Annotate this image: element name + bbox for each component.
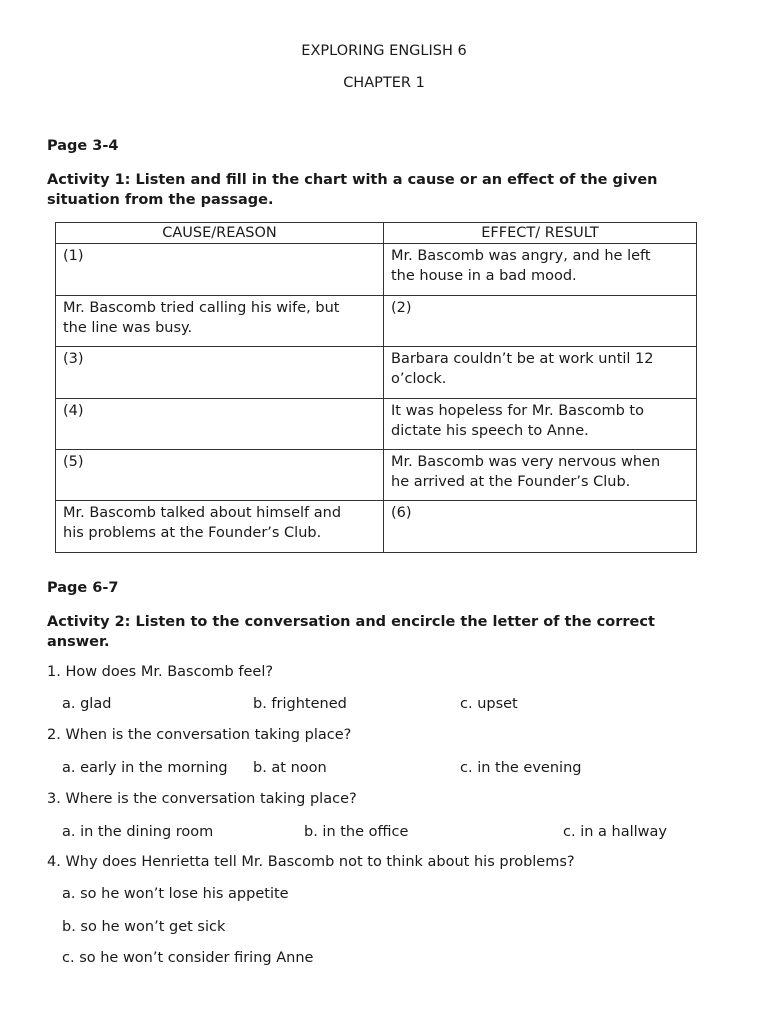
effect-cell <box>384 347 697 399</box>
cause-cell <box>56 399 384 450</box>
table-row <box>56 501 697 553</box>
cell-line: dictate his speech to Anne. <box>391 423 589 439</box>
cause-effect-chart <box>55 222 697 553</box>
table-row <box>56 296 697 347</box>
table-row <box>56 399 697 450</box>
cell-line: (6) <box>391 505 412 521</box>
question-2-option-b[interactable]: b. at noon <box>253 760 327 776</box>
question-2: 2. When is the conversation taking place? <box>47 727 352 743</box>
activity-2-line-1: Activity 2: Listen to the conversation and encircle the letter of the correct <box>47 614 655 630</box>
question-1: 1. How does Mr. Bascomb feel? <box>47 664 274 680</box>
activity-1-line-1: Activity 1: Listen and fill in the chart with a cause or an effect of the given <box>47 172 658 188</box>
cell-line: It was hopeless for Mr. Bascomb to <box>391 403 644 419</box>
cell-line: Mr. Bascomb was angry, and he left <box>391 248 651 264</box>
table-row <box>56 244 697 296</box>
cell-line: (1) <box>63 248 84 264</box>
question-1-option-a[interactable]: a. glad <box>62 696 112 712</box>
cell-line: the line was busy. <box>63 320 193 336</box>
cause-header: CAUSE/REASON <box>56 223 384 244</box>
cell-line: (2) <box>391 300 412 316</box>
question-4: 4. Why does Henrietta tell Mr. Bascomb not to think about his problems? <box>47 854 575 870</box>
chapter-title: CHAPTER 1 <box>343 75 425 91</box>
cell-line: o’clock. <box>391 371 447 387</box>
question-4-option-c[interactable]: c. so he won’t consider firing Anne <box>62 950 314 966</box>
cell-line: Mr. Bascomb tried calling his wife, but <box>63 300 340 316</box>
question-3-option-c[interactable]: c. in a hallway <box>563 824 667 840</box>
effect-header: EFFECT/ RESULT <box>384 223 697 244</box>
effect-cell <box>384 296 697 347</box>
cell-line: Mr. Bascomb talked about himself and <box>63 505 342 521</box>
cell-line: (4) <box>63 403 84 419</box>
cause-cell <box>56 501 384 553</box>
activity-1-line-2: situation from the passage. <box>47 192 274 208</box>
cell-line: the house in a bad mood. <box>391 268 577 284</box>
question-1-option-c[interactable]: c. upset <box>460 696 518 712</box>
cause-cell <box>56 450 384 501</box>
cell-line: (3) <box>63 351 84 367</box>
activity-1-instructions <box>47 170 699 210</box>
effect-cell <box>384 244 697 296</box>
question-2-option-a[interactable]: a. early in the morning <box>62 760 228 776</box>
cause-cell <box>56 347 384 399</box>
effect-cell <box>384 450 697 501</box>
cell-line: his problems at the Founder’s Club. <box>63 525 322 541</box>
table-row <box>56 347 697 399</box>
effect-cell <box>384 399 697 450</box>
page-label-2: Page 6-7 <box>47 580 119 596</box>
effect-cell <box>384 501 697 553</box>
book-title: EXPLORING ENGLISH 6 <box>301 43 467 59</box>
activity-2-instructions <box>47 612 699 652</box>
cause-cell <box>56 244 384 296</box>
page-label-1: Page 3-4 <box>47 138 119 154</box>
table-row <box>56 450 697 501</box>
question-3-option-a[interactable]: a. in the dining room <box>62 824 214 840</box>
question-2-option-c[interactable]: c. in the evening <box>460 760 582 776</box>
cell-line: (5) <box>63 454 84 470</box>
question-3: 3. Where is the conversation taking place? <box>47 791 357 807</box>
question-4-option-b[interactable]: b. so he won’t get sick <box>62 919 226 935</box>
question-1-option-b[interactable]: b. frightened <box>253 696 347 712</box>
cell-line: he arrived at the Founder’s Club. <box>391 474 631 490</box>
chart-header-row <box>56 223 697 244</box>
cell-line: Barbara couldn’t be at work until 12 <box>391 351 654 367</box>
cell-line: Mr. Bascomb was very nervous when <box>391 454 661 470</box>
activity-2-line-2: answer. <box>47 634 110 650</box>
question-3-option-b[interactable]: b. in the office <box>304 824 409 840</box>
cause-cell <box>56 296 384 347</box>
question-4-option-a[interactable]: a. so he won’t lose his appetite <box>62 886 289 902</box>
